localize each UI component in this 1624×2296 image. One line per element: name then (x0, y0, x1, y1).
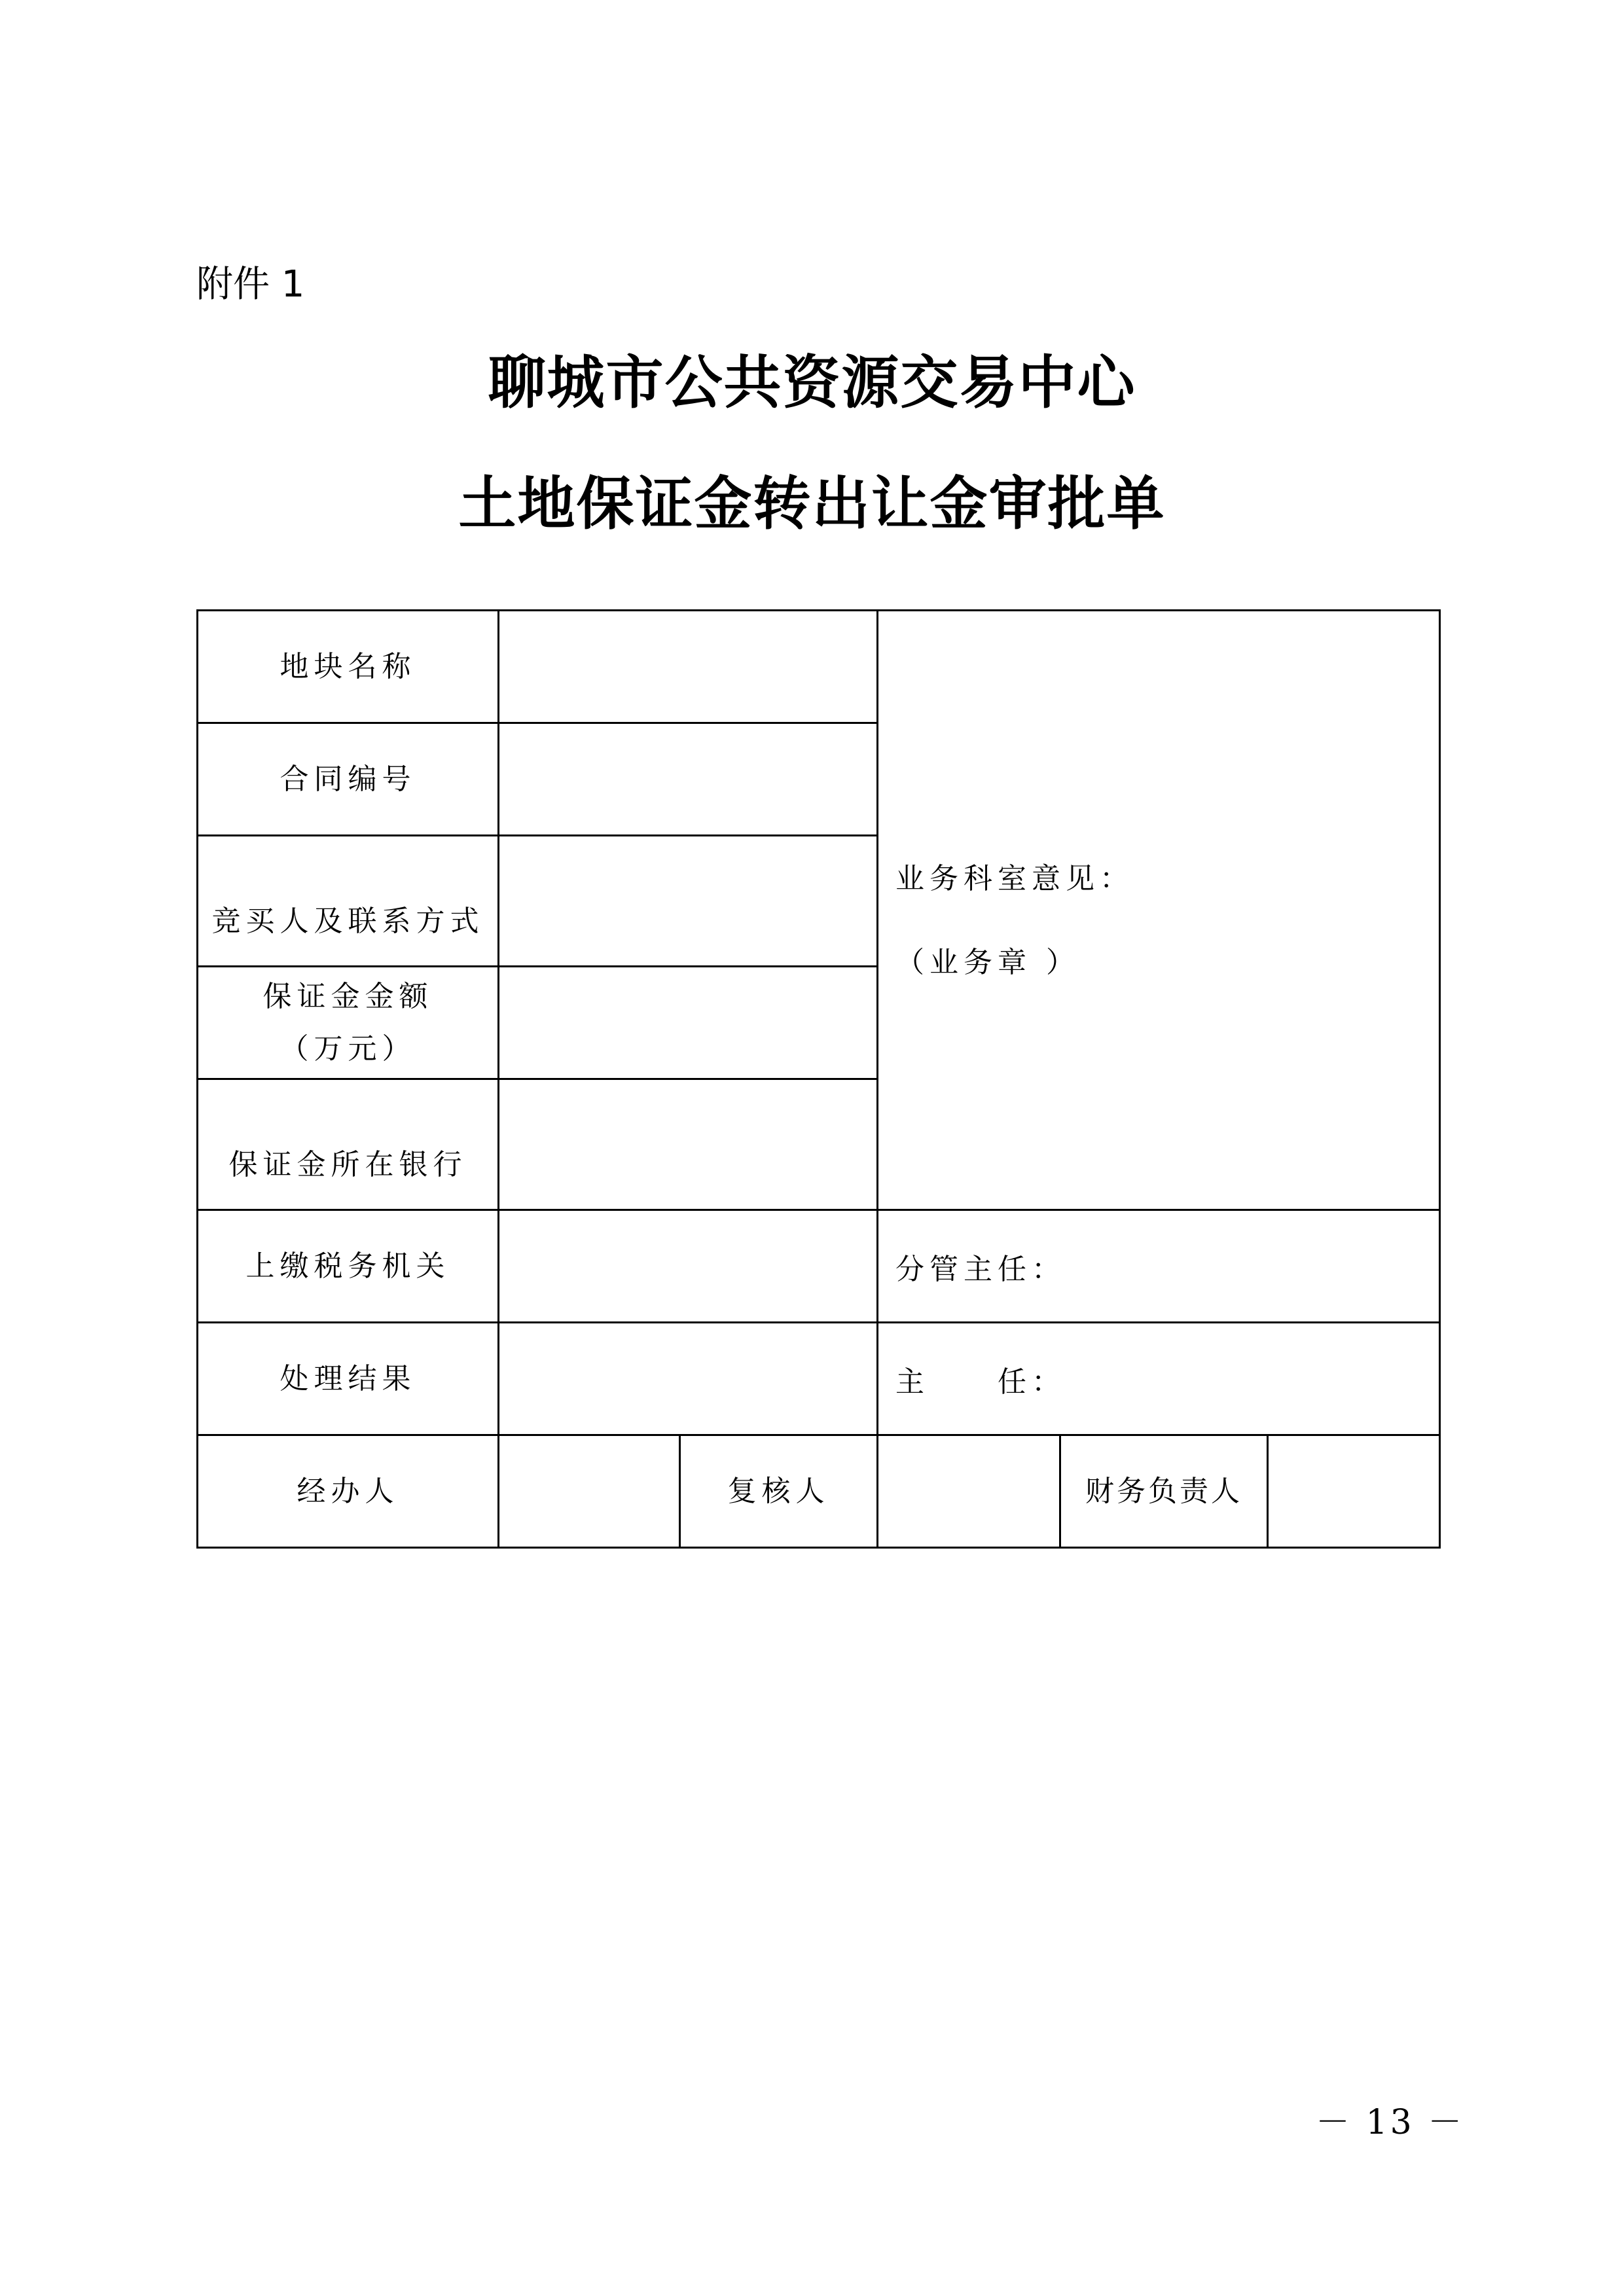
reviewer-label: 复核人 (680, 1435, 878, 1548)
row-result (198, 1323, 1440, 1435)
row-signatures (198, 1435, 1440, 1548)
handler-value[interactable] (499, 1435, 680, 1548)
deposit-bank-value[interactable] (499, 1079, 878, 1210)
contract-no-label: 合同编号 (198, 723, 499, 836)
result-label: 处理结果 (198, 1323, 499, 1435)
document-title-line1: 聊城市公共资源交易中心 (488, 348, 1136, 416)
deposit-amount-value[interactable] (499, 967, 878, 1079)
document-title-line2: 土地保证金转出让金审批单 (458, 469, 1166, 537)
approval-form-table (196, 609, 1441, 1549)
bidder-contact-value[interactable] (499, 836, 878, 967)
dept-opinion-cell[interactable] (878, 611, 1440, 1210)
deposit-bank-label: 保证金所在银行 (198, 1079, 499, 1210)
dept-opinion-label: 业务科室意见： (895, 862, 1134, 895)
handler-label: 经办人 (198, 1435, 499, 1548)
deputy-director-cell[interactable] (878, 1210, 1440, 1323)
tax-authority-label: 上缴税务机关 (198, 1210, 499, 1323)
row-plot-name (198, 611, 1440, 723)
tax-authority-value[interactable] (499, 1210, 878, 1323)
dept-seal-label: （业务章 ） (895, 945, 1080, 979)
deposit-amount-label-cell (198, 967, 499, 1079)
plot-name-value[interactable] (499, 611, 878, 723)
reviewer-value[interactable] (878, 1435, 1060, 1548)
contract-no-value[interactable] (499, 723, 878, 836)
result-value[interactable] (499, 1323, 878, 1435)
director-label: 主 任： (895, 1365, 1066, 1399)
bidder-contact-label: 竞买人及联系方式 (198, 836, 499, 967)
attachment-label: 附件 1 (196, 263, 305, 306)
deputy-director-label: 分管主任： (895, 1252, 1066, 1286)
plot-name-label: 地块名称 (198, 611, 499, 723)
row-tax-authority (198, 1210, 1440, 1323)
director-cell[interactable] (878, 1323, 1440, 1435)
deposit-amount-label: 保证金金额 (262, 980, 433, 1014)
deposit-amount-unit: （万元） (280, 1031, 416, 1066)
page-number: － 13 － (1316, 2103, 1465, 2142)
finance-head-label: 财务负责人 (1060, 1435, 1268, 1548)
finance-head-value[interactable] (1268, 1435, 1440, 1548)
